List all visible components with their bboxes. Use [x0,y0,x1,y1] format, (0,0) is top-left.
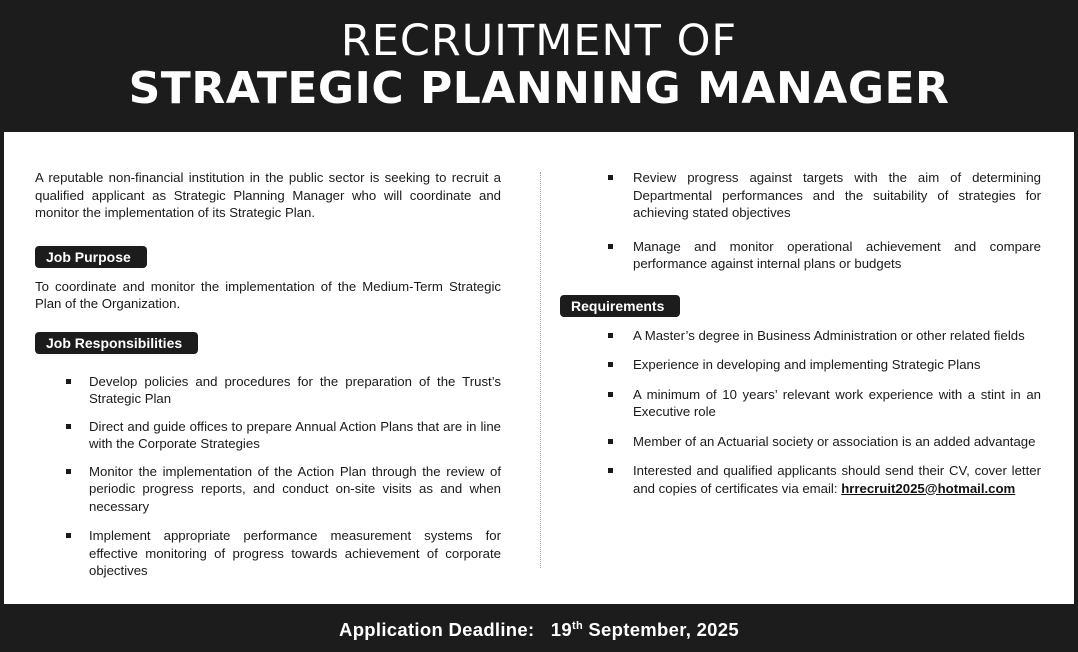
title-line-1: RECRUITMENT OF [340,16,738,66]
list-item: Monitor the implementation of the Action Plan through the review of periodic progress reports, and conduct on-site visits as and when necessary [35,463,501,516]
apply-email-link[interactable]: hrrecruit2025@hotmail.com [841,480,1016,496]
deadline-day-suffix: th [571,620,583,632]
deadline-date: September, 2025 [588,619,739,640]
column-divider [540,172,541,568]
list-item: A minimum of 10 years’ relevant work experience with a stint in an Executive role [560,386,1041,421]
responsibilities-list [35,373,501,580]
title-line-2: STRATEGIC PLANNING MANAGER [128,63,950,114]
list-item: Member of an Actuarial society or association is an added advantage [560,433,1041,451]
list-item: Manage and monitor operational achievement and compare performance against internal plans or budgets [560,238,1041,273]
requirements-label: Requirements [560,295,680,317]
list-item: Experience in developing and implementing Strategic Plans [560,356,1041,374]
responsibilities-continued-list [560,169,1041,273]
list-item: Review progress against targets with the aim of determining Departmental performances and the suitability of strategies for achieving stated objectives [560,169,1041,222]
header-banner [0,0,1078,132]
job-purpose-text: To coordinate and monitor the implementation of the Medium-Term Strategic Plan of the Organization. [35,278,501,311]
deadline-label: Application Deadline: [339,619,535,640]
left-column [35,169,501,580]
job-purpose-label: Job Purpose [35,246,147,268]
responsibilities-label: Job Responsibilities [35,332,198,354]
advert-body [4,132,1074,604]
right-column [560,169,1041,497]
intro-paragraph: A reputable non-financial institution in the public sector is seeking to recruit a qualified applicant as Strategic Planning Manager who will coordinate and monitor the implementation of its Strategic Plan. [35,170,501,220]
list-item: Develop policies and procedures for the preparation of the Trust’s Strategic Plan [35,373,501,408]
list-item: Direct and guide offices to prepare Annual Action Plans that are in line with the Corporate Strategies [35,418,501,453]
list-item [560,462,1041,497]
deadline-banner [0,604,1078,652]
list-item: Implement appropriate performance measurement systems for effective monitoring of progress towards achievement of corporate objectives [35,527,501,580]
apply-instructions: Interested and qualified applicants should send their CV, cover letter and copies of certificates via email: [633,463,1041,496]
requirements-list [560,327,1041,498]
list-item: A Master’s degree in Business Administration or other related fields [560,327,1041,345]
deadline-day: 19 [550,619,572,640]
